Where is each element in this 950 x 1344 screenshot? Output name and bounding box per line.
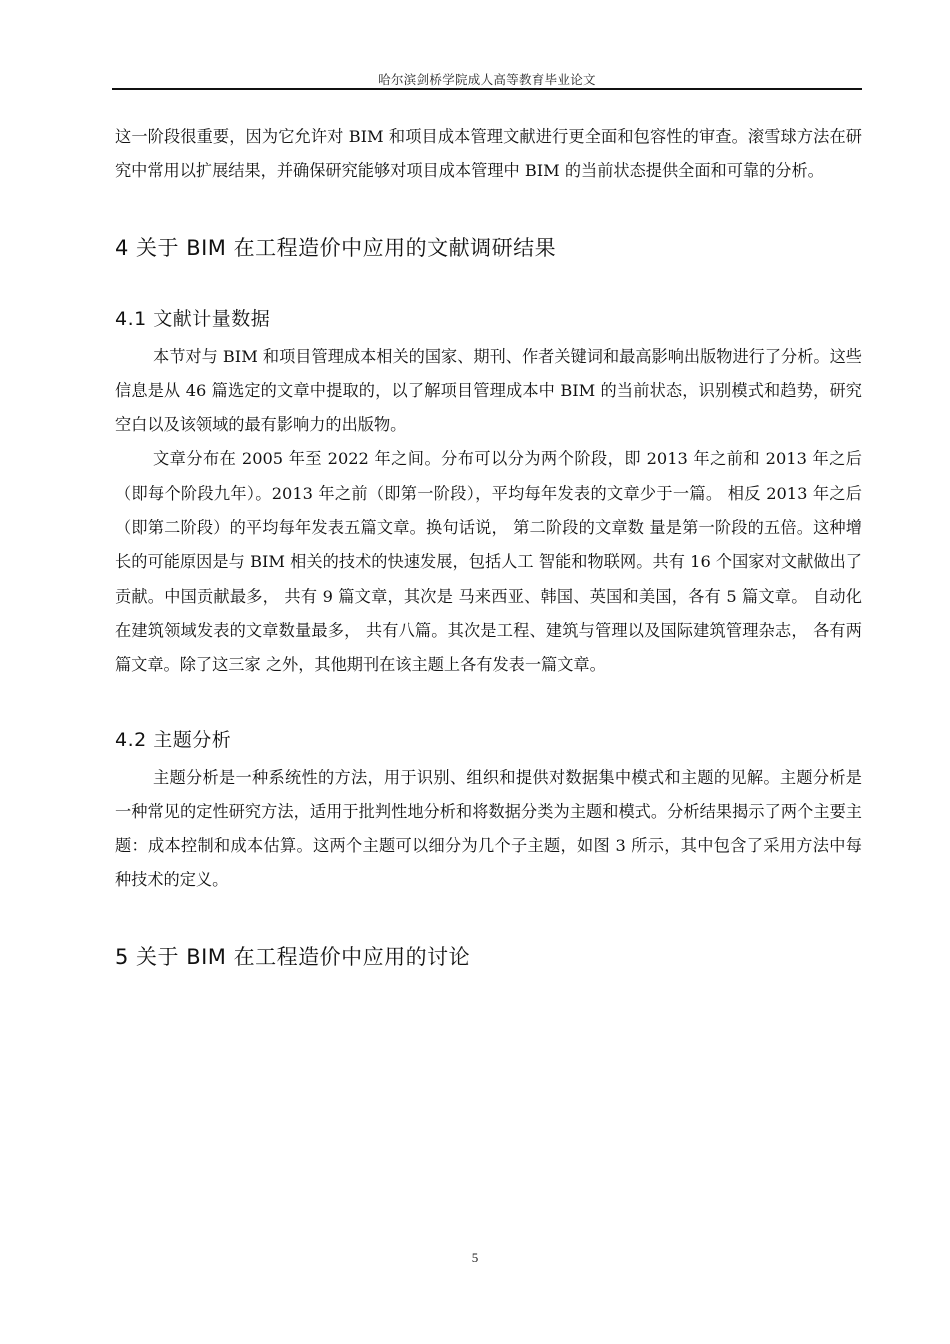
section-4-1-heading: 4.1 文献计量数据 [115,307,271,330]
header-rule [112,88,862,90]
page-content [115,120,862,971]
running-header: 哈尔滨剑桥学院成人高等教育毕业论文 [378,73,596,87]
intro-paragraph: 这一阶段很重要，因为它允许对 BIM 和项目成本管理文献进行更全面和包容性的审查。滚雪球方法在研究中常用以扩展结果，并确保研究能够对项目成本管理中 BIM 的当前状态提供全面和可靠的分析。 [115,127,862,181]
page-number: 5 [471,1250,479,1265]
section-4-1-paragraph-2: 文章分布在 2005 年至 2022 年之间。分布可以分为两个阶段，即 2013 年之前和 2013 年之后（即每个阶段九年）。2013 年之前（即第一阶段），平均每年发表的文章少于一篇。 相反 2013 年之后（即第二阶段）的平均每年发表五篇文章。换句话说， 第二阶段的文章数 量是第一阶段的五倍。这种增长的可能原因是与 BIM 相关的技术的快速发展，包括人工 智能和物联网。共有 16 个国家对文献做出了贡献。中国贡献最多， 共有 9 篇文章，其次是 马来西亚、韩国、英国和美国，各有 5 篇文章。 自动化在建筑领域发表的文章数量最多， 共有八篇。其次是工程、建筑与管理以及国际建筑管理杂志， 各有两篇文章。除了这三家 之外，其他期刊在该主题上各有发表一篇文章。 [115,449,862,675]
section-4-2-heading: 4.2 主题分析 [115,728,232,751]
section-4-1-paragraph-1: 本节对与 BIM 和项目管理成本相关的国家、期刊、作者关键词和最高影响出版物进行了分析。这些信息是从 46 篇选定的文章中提取的，以了解项目管理成本中 BIM 的当前状态，识别模式和趋势，研究空白以及该领域的最有影响力的出版物。 [115,346,862,435]
section-4-2-paragraph-1: 主题分析是一种系统性的方法，用于识别、组织和提供对数据集中模式和主题的见解。主题分析是一种常见的定性研究方法，适用于批判性地分析和将数据分类为主题和模式。分析结果揭示了两个主要主题：成本控制和成本估算。这两个主题可以细分为几个子主题，如图 3 所示，其中包含了采用方法中每种技术的定义。 [115,767,862,890]
section-5-heading: 5 关于 BIM 在工程造价中应用的讨论 [115,944,471,969]
section-4-heading: 4 关于 BIM 在工程造价中应用的文献调研结果 [115,235,557,260]
